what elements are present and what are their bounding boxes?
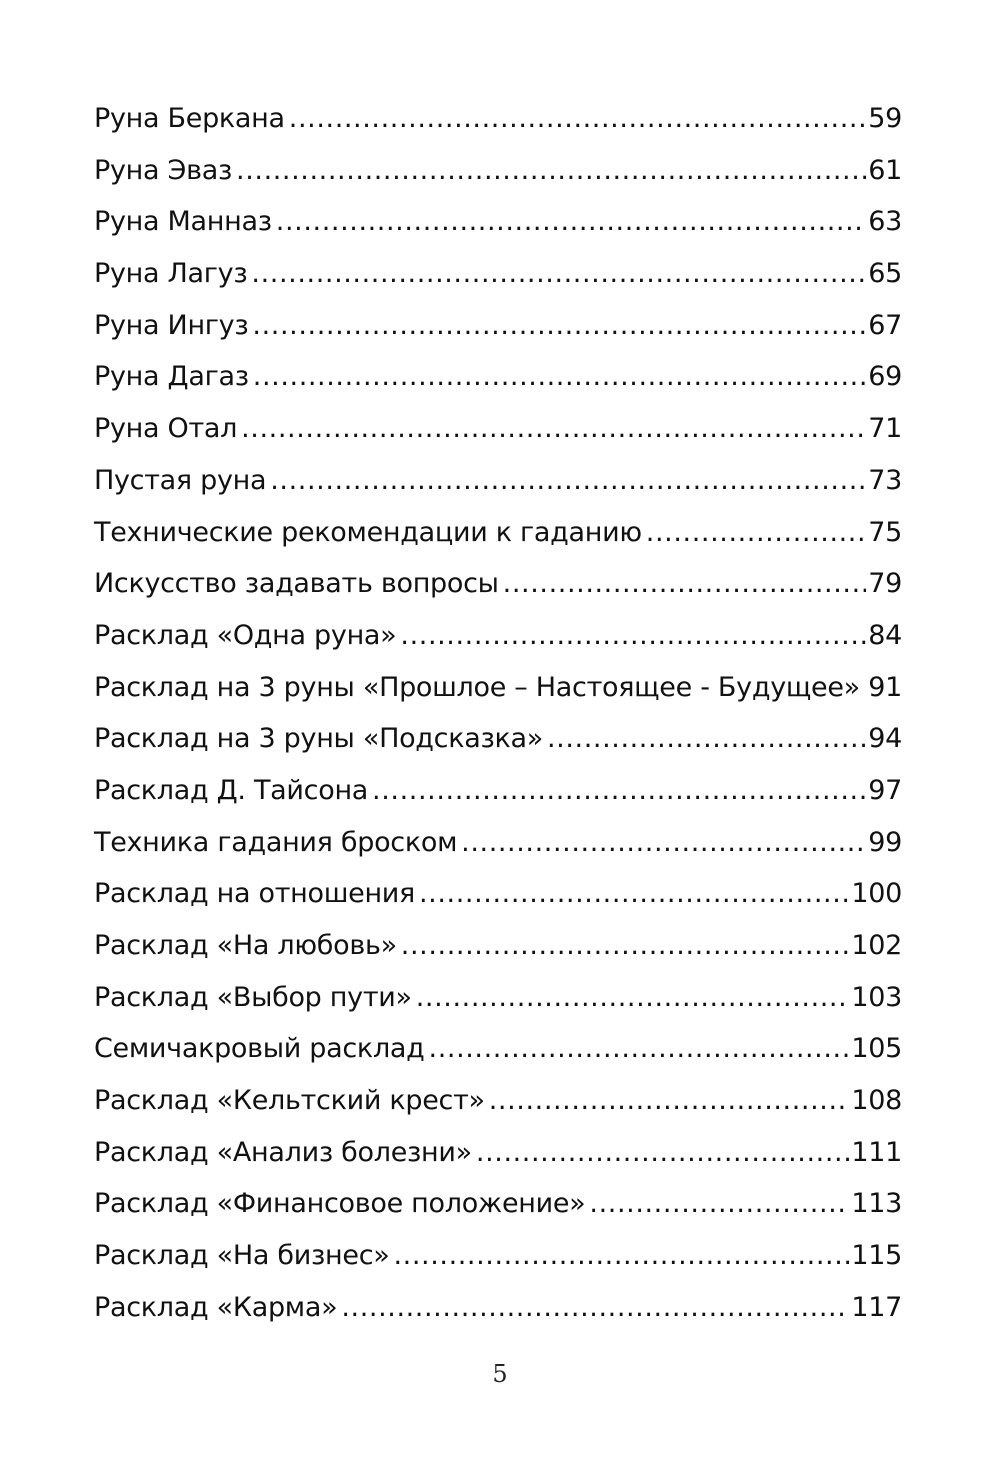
toc-entry-title: Руна Ингуз [94,309,249,341]
toc-entry-page: 67 [868,309,902,341]
toc-entry-page: 100 [851,878,902,910]
toc-entry[interactable] [94,206,902,258]
toc-entry-page: 91 [868,671,902,703]
toc-entry[interactable] [94,1137,902,1189]
toc-entry[interactable] [94,672,902,724]
dot-leader [241,413,866,444]
dot-leader [461,827,866,858]
toc-entry-title: Расклад «Кельтский крест» [94,1085,485,1117]
toc-entry-title: Расклад «Анализ болезни» [94,1136,472,1168]
toc-entry-title: Технические рекомендации к гаданию [94,516,642,548]
toc-entry-page: 71 [868,413,902,445]
toc-entry[interactable] [94,775,902,827]
dot-leader [401,930,850,961]
toc-entry-title: Расклад на отношения [94,878,415,910]
toc-entry-page: 117 [851,1291,902,1323]
toc-entry-page: 113 [851,1188,902,1220]
toc-entry-title: Руна Беркана [94,103,285,134]
toc-entry-page: 97 [868,774,902,806]
toc-entry-page: 84 [868,619,902,651]
toc-entry-page: 79 [868,568,902,600]
toc-entry-title: Руна Лагуз [94,258,248,290]
dot-leader [489,1085,850,1116]
toc-entry-title: Руна Эваз [94,154,233,186]
toc-entry[interactable] [94,620,902,672]
toc-entry-page: 73 [868,464,902,496]
toc-entry-title: Семичакровый расклад [94,1033,425,1065]
toc-entry[interactable] [94,413,902,465]
toc-entry-page: 65 [868,258,902,290]
dot-leader [429,1033,850,1064]
toc-entry-page: 115 [851,1240,902,1272]
toc-entry[interactable] [94,1292,902,1344]
toc-entry[interactable] [94,982,902,1034]
dot-leader [589,1188,849,1219]
dot-leader [476,1137,849,1168]
toc-entry-title: Техника гадания броском [94,826,458,858]
toc-entry-title: Искусство задавать вопросы [94,568,499,600]
dot-leader [393,1240,849,1271]
toc-entry-page: 99 [868,826,902,858]
toc-entry-page: 75 [868,516,902,548]
dot-leader [276,206,866,237]
toc-entry[interactable] [94,1085,902,1137]
dot-leader [253,361,866,392]
toc-entry[interactable] [94,723,902,775]
toc-entry-page: 103 [851,981,902,1013]
toc-entry-title: Руна Манназ [94,206,272,238]
toc-entry[interactable] [94,1240,902,1292]
dot-leader [236,155,866,186]
dot-leader [251,258,866,289]
toc-entry-title: Руна Дагаз [94,361,249,393]
toc-entry[interactable] [94,568,902,620]
toc-entry-page: 69 [868,361,902,393]
toc-entry-title: Расклад «Одна руна» [94,619,397,651]
toc-entry[interactable] [94,103,902,155]
page-number: 5 [492,1360,508,1388]
dot-leader [372,775,866,806]
toc-entry-title: Расклад «На бизнес» [94,1240,390,1272]
toc-entry-page: 108 [851,1085,902,1117]
toc-entry-title: Пустая руна [94,464,267,496]
dot-leader [547,723,866,754]
toc-entry[interactable] [94,465,902,517]
toc-entry-title: Расклад на 3 руны «Прошлое – Настоящее - Будущее» [94,671,860,703]
dot-leader [646,517,866,548]
dot-leader [416,982,850,1013]
toc-entry-page: 105 [851,1033,902,1065]
dot-leader [252,310,866,341]
toc-entry-title: Расклад «На любовь» [94,930,397,961]
toc-entry[interactable] [94,1033,902,1085]
toc-entry[interactable] [94,878,902,930]
toc-entry-title: Расклад «Выбор пути» [94,981,412,1013]
toc-entry[interactable] [94,930,902,982]
toc-entry-title: Расклад «Карма» [94,1291,338,1323]
toc-entry[interactable] [94,361,902,413]
toc-entry[interactable] [94,1188,902,1240]
dot-leader [270,465,866,496]
dot-leader [400,620,866,651]
toc-entry[interactable] [94,258,902,310]
dot-leader [419,878,849,909]
toc-entry-page: 61 [868,154,902,186]
toc-entry-title: Расклад «Финансовое положение» [94,1188,586,1220]
toc-entry[interactable] [94,827,902,879]
toc-entry-title: Расклад на 3 руны «Подсказка» [94,723,543,755]
toc-entry-page: 59 [868,103,902,134]
toc-entry-page: 111 [851,1136,902,1168]
toc-entry-page: 94 [868,723,902,755]
toc-entry-title: Руна Отал [94,413,238,445]
toc-entry[interactable] [94,310,902,362]
dot-leader [864,672,866,703]
dot-leader [503,568,867,599]
toc-entry[interactable] [94,155,902,207]
dot-leader [341,1292,849,1323]
table-of-contents [94,103,902,1344]
toc-entry[interactable] [94,517,902,569]
toc-entry-page: 63 [868,206,902,238]
dot-leader [289,103,866,134]
toc-entry-page: 102 [851,930,902,961]
toc-entry-title: Расклад Д. Тайсона [94,774,369,806]
